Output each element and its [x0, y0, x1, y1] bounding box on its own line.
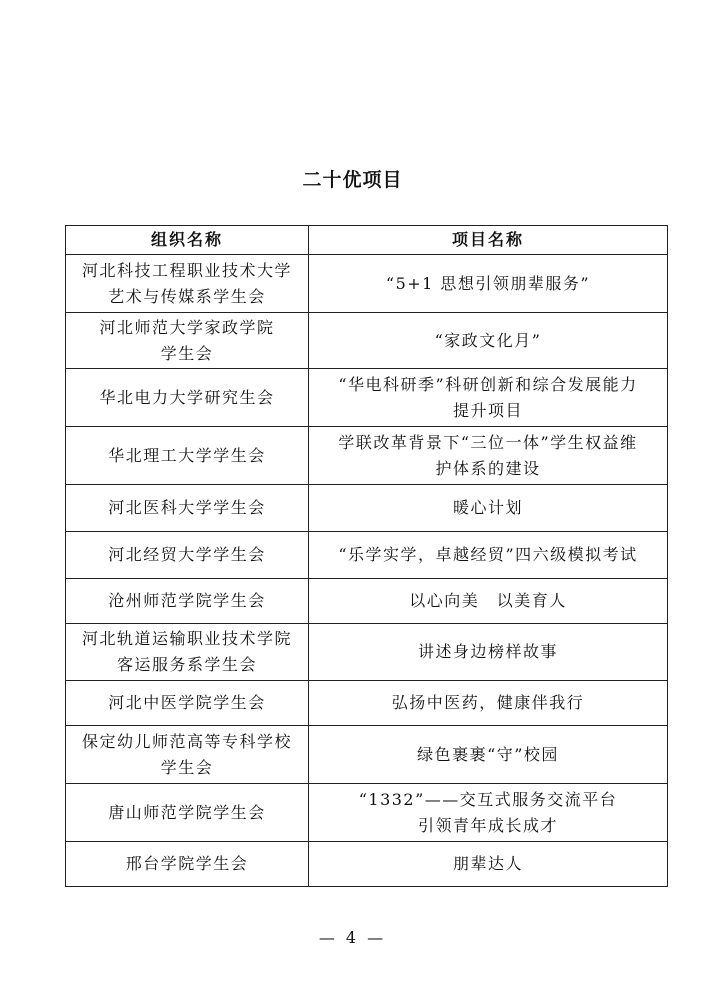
organization-cell: 河北轨道运输职业技术学院 客运服务系学生会 — [66, 624, 309, 681]
project-cell: “家政文化月” — [309, 313, 668, 369]
table-row — [66, 726, 668, 784]
column-header-project: 项目名称 — [309, 226, 668, 255]
organization-cell: 华北理工大学学生会 — [66, 427, 309, 485]
project-cell: 朋辈达人 — [309, 842, 668, 887]
table-row — [66, 579, 668, 624]
table-row — [66, 532, 668, 579]
table-row — [66, 842, 668, 887]
table-row — [66, 681, 668, 726]
organization-cell: 河北科技工程职业技术大学 艺术与传媒系学生会 — [66, 255, 309, 313]
project-cell: “5+1 思想引领朋辈服务” — [309, 255, 668, 313]
organization-cell: 唐山师范学院学生会 — [66, 784, 309, 842]
table-row — [66, 485, 668, 532]
organization-cell: 华北电力大学研究生会 — [66, 369, 309, 427]
table-row — [66, 255, 668, 313]
project-cell: 以心向美 以美育人 — [309, 579, 668, 624]
project-cell: 暖心计划 — [309, 485, 668, 532]
organization-cell: 保定幼儿师范高等专科学校 学生会 — [66, 726, 309, 784]
project-cell: “华电科研季”科研创新和综合发展能力 提升项目 — [309, 369, 668, 427]
page-number: — 4 — — [318, 928, 387, 947]
table-row — [66, 784, 668, 842]
organization-cell: 邢台学院学生会 — [66, 842, 309, 887]
table-header-row — [66, 226, 668, 255]
organization-cell: 河北中医学院学生会 — [66, 681, 309, 726]
project-cell: 讲述身边榜样故事 — [309, 624, 668, 681]
organization-cell: 河北师范大学家政学院 学生会 — [66, 313, 309, 369]
table-row — [66, 427, 668, 485]
organization-cell: 河北医科大学学生会 — [66, 485, 309, 532]
table-row — [66, 624, 668, 681]
organization-cell: 沧州师范学院学生会 — [66, 579, 309, 624]
column-header-organization: 组织名称 — [66, 226, 309, 255]
project-cell: “乐学实学，卓越经贸”四六级模拟考试 — [309, 532, 668, 579]
project-cell: “1332”——交互式服务交流平台 引领青年成长成才 — [309, 784, 668, 842]
table-row — [66, 313, 668, 369]
project-cell: 弘扬中医药，健康伴我行 — [309, 681, 668, 726]
organization-cell: 河北经贸大学学生会 — [66, 532, 309, 579]
table-row — [66, 369, 668, 427]
project-cell: 学联改革背景下“三位一体”学生权益维 护体系的建设 — [309, 427, 668, 485]
projects-table — [65, 225, 668, 887]
page-title: 二十优项目 — [302, 169, 403, 191]
project-cell: 绿色裹裹“守”校园 — [309, 726, 668, 784]
